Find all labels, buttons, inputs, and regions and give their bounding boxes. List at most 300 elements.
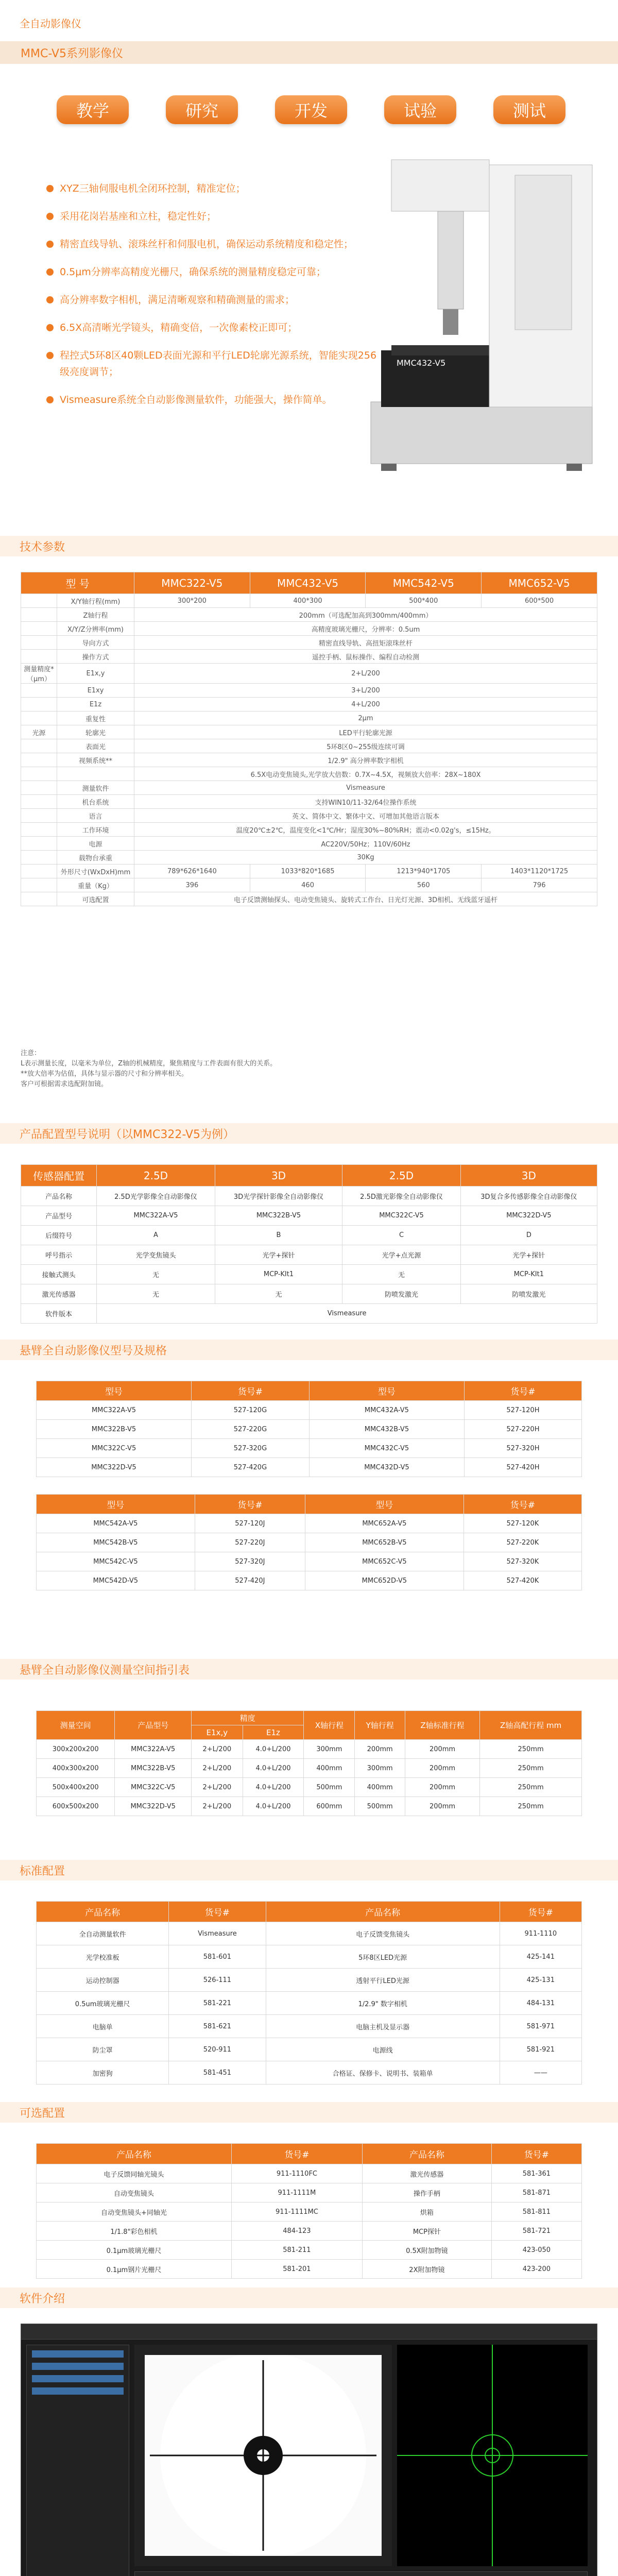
config-value-cell: 无 (215, 1284, 342, 1304)
feature-item (46, 236, 381, 252)
table-cell: MMC542C-V5 (37, 1552, 195, 1571)
table-cell: MMC322C-V5 (37, 1439, 192, 1458)
spec-label-cell: 电源 (57, 837, 134, 851)
space-row (37, 1797, 582, 1816)
config-label-cell: 产品名称 (21, 1187, 97, 1206)
spec-group-cell (21, 823, 57, 837)
spec-value-cell: LED平行轮廓光源 (134, 725, 597, 739)
bullet-icon (46, 185, 54, 192)
spec-label-cell: X/Y轴行程(mm) (57, 594, 134, 608)
table-cell: 600x500x200 (37, 1797, 115, 1816)
feature-text: 高分辨率数字相机，满足清晰观察和精确测量的需求； (60, 294, 295, 306)
table-cell: MMC322C-V5 (115, 1778, 192, 1797)
spec-group-cell (21, 865, 57, 878)
spec-row (21, 594, 597, 608)
bullet-icon (46, 268, 54, 276)
feature-text: Vismeasure系统全自动影像测量软件，功能强大，操作简单。 (60, 394, 332, 405)
table-cell: 527-220K (464, 1533, 581, 1552)
table-cell: 527-220H (464, 1420, 581, 1439)
spec-value-cell: 200mm（可选配加高到300mm/400mm） (134, 608, 597, 622)
pill-teaching: 教学 (57, 95, 129, 124)
table-cell: MCP探针 (363, 2222, 492, 2241)
table-cell: MMC322A-V5 (115, 1740, 192, 1759)
table-cell: MMC432C-V5 (309, 1439, 464, 1458)
table-cell: 527-320J (195, 1552, 305, 1571)
table-cell: 300x200x200 (37, 1740, 115, 1759)
optional-header-cell: 产品名称 (363, 2144, 492, 2164)
spec-group-cell: 光源 (21, 725, 57, 739)
table-cell: 581-451 (169, 2061, 266, 2084)
spec-value-cell: 精密直线导轨、高扭矩滚珠丝杆 (134, 636, 597, 650)
space-row (37, 1759, 582, 1778)
table-cell: 600mm (304, 1797, 355, 1816)
spec-value-cell: 1/2.9" 高分辨率数字相机 (134, 753, 597, 767)
table-cell: 581-211 (231, 2241, 362, 2260)
spec-row (21, 865, 597, 878)
optional-row (37, 2241, 582, 2260)
spec-header-col: MMC432-V5 (250, 572, 366, 594)
spec-row (21, 851, 597, 865)
spec-label-cell (57, 767, 134, 781)
config-label-cell: 产品型号 (21, 1206, 97, 1226)
table-cell: 250mm (480, 1797, 582, 1816)
model-row (37, 1458, 582, 1477)
spec-value-cell: 460 (250, 878, 366, 892)
spec-header-col: MMC542-V5 (366, 572, 482, 594)
table-cell: 2+L/200 (192, 1759, 243, 1778)
spec-label-cell: 视频系统** (57, 753, 134, 767)
table-cell: 526-111 (169, 1969, 266, 1992)
table-cell: 911-1111M (231, 2183, 362, 2202)
table-cell: 581-201 (231, 2260, 362, 2279)
standard-row (37, 1945, 582, 1969)
software-graphic-view (397, 2345, 588, 2566)
spec-table (21, 572, 597, 906)
table-cell: 1/2.9" 数字相机 (266, 1992, 500, 2015)
table-cell: MMC652A-V5 (305, 1514, 464, 1533)
model-row (37, 1571, 582, 1590)
config-row (21, 1245, 597, 1265)
optional-header-cell: 产品名称 (37, 2144, 232, 2164)
software-image-view (134, 2345, 392, 2566)
spec-label-cell: 表面光 (57, 739, 134, 753)
spec-value-cell: AC220V/50Hz；110V/60Hz (134, 837, 597, 851)
config-value-cell: C (342, 1226, 460, 1245)
machine-illustration (360, 155, 603, 474)
table-cell: 527-420J (195, 1571, 305, 1590)
model-row (37, 1533, 582, 1552)
model-row (37, 1420, 582, 1439)
spec-group-cell (21, 795, 57, 809)
config-row (21, 1265, 597, 1284)
spec-value-cell: 2μm (134, 711, 597, 725)
spec-label-cell: E1z (57, 698, 134, 711)
table-cell: 0.5X附加物镜 (363, 2241, 492, 2260)
model-body (37, 1514, 582, 1590)
spec-label-cell: 导向方式 (57, 636, 134, 650)
feature-text: 6.5X高清晰光学镜头，精确变倍，一次像素校正即可； (60, 322, 298, 333)
feature-item (46, 392, 381, 408)
spec-label-cell: Z轴行程 (57, 608, 134, 622)
config-value-cell: MCP-KIt1 (460, 1265, 597, 1284)
table-cell: 527-320G (191, 1439, 309, 1458)
space-row (37, 1740, 582, 1759)
model-header-cell: 货号# (464, 1381, 581, 1401)
spec-group-cell: 测量精度*（μm） (21, 664, 57, 684)
config-value-cell: 3D光学探针影像全自动影像仪 (215, 1187, 342, 1206)
pill-row (57, 95, 565, 124)
table-cell: 4.0+L/200 (243, 1759, 304, 1778)
spec-value-cell: 支持WIN10/11-32/64位操作系统 (134, 795, 597, 809)
space-header-cell: 产品型号 (115, 1711, 192, 1740)
table-cell: MMC652D-V5 (305, 1571, 464, 1590)
table-cell: 2+L/200 (192, 1797, 243, 1816)
table-cell: 527-220G (191, 1420, 309, 1439)
config-section-title: 产品配置型号说明（以MMC322-V5为例） (0, 1123, 618, 1144)
table-cell: MMC652B-V5 (305, 1533, 464, 1552)
spec-label-cell: X/Y/Z分辨率(mm) (57, 622, 134, 636)
table-cell: 484-123 (231, 2222, 362, 2241)
spec-row (21, 878, 597, 892)
feature-item (46, 208, 381, 225)
config-value-cell: 2.5D激光影像全自动影像仪 (342, 1187, 460, 1206)
spec-group-cell (21, 650, 57, 664)
table-cell: 300mm (355, 1759, 405, 1778)
table-cell: 581-621 (169, 2015, 266, 2038)
spec-group-cell (21, 684, 57, 698)
feature-item (46, 347, 381, 380)
config-body (21, 1187, 597, 1324)
spec-value-cell: 30Kg (134, 851, 597, 865)
spec-group-cell (21, 781, 57, 795)
table-cell: —— (500, 2061, 581, 2084)
space-header-cell: 精度 (192, 1711, 304, 1725)
spec-section-title: 技术参数 (0, 536, 618, 556)
software-left-panel (26, 2345, 129, 2576)
config-value-cell: 光学+探针 (215, 1245, 342, 1265)
spec-value-cell: 温度20℃±2℃，温度变化<1℃/Hr；湿度30%~80%RH；震动<0.02g's，≤15Hz。 (134, 823, 597, 837)
spec-group-cell (21, 608, 57, 622)
table-cell: 200mm (405, 1778, 479, 1797)
spec-row (21, 650, 597, 664)
models-section-title: 悬臂全自动影像仪型号及规格 (0, 1340, 618, 1360)
table-cell: 484-131 (500, 1992, 581, 2015)
config-value-cell: 防喷发激光 (342, 1284, 460, 1304)
optional-row (37, 2222, 582, 2241)
table-cell: 527-120G (191, 1401, 309, 1420)
table-cell: 500x400x200 (37, 1778, 115, 1797)
table-cell: MMC542D-V5 (37, 1571, 195, 1590)
feature-text: XYZ三轴伺服电机全闭环控制，精准定位； (60, 183, 246, 194)
space-header-cell: Y轴行程 (355, 1711, 405, 1740)
table-cell: 光学校准板 (37, 1945, 169, 1969)
spec-label-cell: 操作方式 (57, 650, 134, 664)
config-header-cell: 3D (460, 1165, 597, 1187)
model-row (37, 1401, 582, 1420)
table-cell: 1/1.8"彩色相机 (37, 2222, 232, 2241)
pill-research: 研究 (166, 95, 238, 124)
standard-row (37, 1922, 582, 1945)
table-cell: MMC322A-V5 (37, 1401, 192, 1420)
spec-label-cell: 工作环境 (57, 823, 134, 837)
spec-value-cell: 600*500 (482, 594, 597, 608)
spec-value-cell: 796 (482, 878, 597, 892)
spec-value-cell: 遥控手柄、鼠标操作、编程自动检测 (134, 650, 597, 664)
note-line: **放大倍率为估值，具体与显示器的尺寸和分辨率相关。 (21, 1070, 188, 1078)
table-cell: 250mm (480, 1740, 582, 1759)
spec-group-cell (21, 767, 57, 781)
spec-group-cell (21, 739, 57, 753)
table-cell: 加密狗 (37, 2061, 169, 2084)
config-row (21, 1206, 597, 1226)
table-cell: 300mm (304, 1740, 355, 1759)
spec-value-cell: 高精度玻璃光栅尺，分辨率：0.5um (134, 622, 597, 636)
table-cell: 0.1μm钢片光栅尺 (37, 2260, 232, 2279)
spec-value-cell: 560 (366, 878, 482, 892)
standard-header-cell: 产品名称 (266, 1902, 500, 1922)
spec-value-cell: 396 (134, 878, 250, 892)
table-cell: Vismeasure (169, 1922, 266, 1945)
space-table (36, 1710, 582, 1816)
model-table-1 (36, 1381, 582, 1477)
model-table-2 (36, 1494, 582, 1590)
table-cell: 527-120K (464, 1514, 581, 1533)
table-cell: 581-601 (169, 1945, 266, 1969)
spec-group-cell (21, 892, 57, 906)
spec-label-cell: 重复性 (57, 711, 134, 725)
config-value-cell: MMC322C-V5 (342, 1206, 460, 1226)
spec-group-cell (21, 753, 57, 767)
table-cell: 电子反馈变焦镜头 (266, 1922, 500, 1945)
model-header-cell: 货号# (195, 1495, 305, 1514)
spec-value-cell: 5环8区0~255级连续可调 (134, 739, 597, 753)
table-cell: 581-811 (491, 2202, 581, 2222)
standard-row (37, 1969, 582, 1992)
table-cell: 400mm (304, 1759, 355, 1778)
table-cell: 425-131 (500, 1969, 581, 1992)
spec-group-cell (21, 622, 57, 636)
table-cell: 2+L/200 (192, 1740, 243, 1759)
table-cell: 911-1110 (500, 1922, 581, 1945)
spec-row (21, 739, 597, 753)
spec-row (21, 795, 597, 809)
config-value-cell: MMC322D-V5 (460, 1206, 597, 1226)
config-row (21, 1304, 597, 1324)
spec-group-cell (21, 636, 57, 650)
spec-row (21, 711, 597, 725)
model-header-cell: 货号# (191, 1381, 309, 1401)
config-header-cell: 2.5D (97, 1165, 215, 1187)
config-row (21, 1187, 597, 1206)
table-cell: 4.0+L/200 (243, 1797, 304, 1816)
software-list-item (32, 2387, 124, 2395)
series-title: MMC-V5系列影像仪 (21, 47, 124, 60)
standard-table (36, 1901, 582, 2084)
table-cell: 运动控制器 (37, 1969, 169, 1992)
spec-header-model: 型 号 (21, 572, 134, 594)
software-graphic-graphic (397, 2345, 588, 2566)
config-value-cell: MMC322B-V5 (215, 1206, 342, 1226)
feature-item (46, 292, 381, 308)
spec-group-cell (21, 711, 57, 725)
page-title: 全自动影像仪 (20, 18, 81, 30)
software-section-title: 软件介绍 (0, 2287, 618, 2308)
table-cell: 激光传感器 (363, 2164, 492, 2183)
spec-label-cell: E1x,y (57, 664, 134, 684)
spec-row (21, 636, 597, 650)
table-cell: 527-120H (464, 1401, 581, 1420)
table-cell: 4.0+L/200 (243, 1740, 304, 1759)
spec-row (21, 837, 597, 851)
table-cell: 425-141 (500, 1945, 581, 1969)
table-cell: 烘箱 (363, 2202, 492, 2222)
table-cell: 2X附加物镜 (363, 2260, 492, 2279)
model-header-cell: 型号 (305, 1495, 464, 1514)
table-cell: 527-220J (195, 1533, 305, 1552)
spec-label-cell: 载物台承重 (57, 851, 134, 865)
config-header-cell: 3D (215, 1165, 342, 1187)
machine-label: MMC432-V5 (397, 358, 446, 368)
spec-label-cell: 可选配置 (57, 892, 134, 906)
spec-row (21, 622, 597, 636)
config-value-cell: 光学+点光源 (342, 1245, 460, 1265)
table-cell: 581-721 (491, 2222, 581, 2241)
note-line: L表示测量长度，以毫米为单位，Z轴的机械精度，聚焦精度与工件表面有很大的关系。 (21, 1060, 277, 1067)
spec-header-col: MMC322-V5 (134, 572, 250, 594)
model-header-cell: 型号 (37, 1495, 195, 1514)
table-cell: 全自动测量软件 (37, 1922, 169, 1945)
table-cell: 0.1μm玻璃光栅尺 (37, 2241, 232, 2260)
pill-development: 开发 (275, 95, 347, 124)
feature-text: 0.5μm分辨率高精度光栅尺，确保系统的测量精度稳定可靠； (60, 266, 326, 278)
spec-label-cell: 测量软件 (57, 781, 134, 795)
table-cell: 911-1111MC (231, 2202, 362, 2222)
spec-row (21, 823, 597, 837)
feature-item (46, 264, 381, 280)
config-row (21, 1284, 597, 1304)
table-cell: 4.0+L/200 (243, 1778, 304, 1797)
table-cell: 527-420G (191, 1458, 309, 1477)
config-label-cell: 激光传感器 (21, 1284, 97, 1304)
table-cell: 500mm (355, 1797, 405, 1816)
table-cell: MMC432D-V5 (309, 1458, 464, 1477)
config-value-cell: A (97, 1226, 215, 1245)
config-label-cell: 后缀符号 (21, 1226, 97, 1245)
standard-header-cell: 货号# (169, 1902, 266, 1922)
table-cell: MMC322B-V5 (115, 1759, 192, 1778)
table-cell: MMC432A-V5 (309, 1401, 464, 1420)
optional-body (37, 2164, 582, 2279)
space-body (37, 1740, 582, 1816)
pill-experiment: 试验 (384, 95, 456, 124)
table-cell: 581-921 (500, 2038, 581, 2061)
spec-label-cell: 轮廓光 (57, 725, 134, 739)
feature-text: 程控式5环8区40颗LED表面光源和平行LED轮廓光源系统，智能实现256级亮度调节； (60, 350, 377, 378)
table-cell: 250mm (480, 1759, 582, 1778)
table-cell: 透射平行LED光源 (266, 1969, 500, 1992)
table-cell: 自动变焦镜头 (37, 2183, 232, 2202)
spec-row (21, 767, 597, 781)
table-cell: 2+L/200 (192, 1778, 243, 1797)
standard-header-cell: 产品名称 (37, 1902, 169, 1922)
bullet-icon (46, 352, 54, 359)
model-body (37, 1401, 582, 1477)
config-value-cell: B (215, 1226, 342, 1245)
spec-value-cell: Vismeasure (134, 781, 597, 795)
space-section-title: 悬臂全自动影像仪测量空间指引表 (0, 1659, 618, 1680)
bullet-icon (46, 296, 54, 303)
table-cell: 581-361 (491, 2164, 581, 2183)
table-cell: 520-911 (169, 2038, 266, 2061)
table-cell: 合格证、保修卡、说明书、装箱单 (266, 2061, 500, 2084)
spec-row (21, 781, 597, 795)
spec-row (21, 664, 597, 684)
software-list-item (32, 2350, 124, 2358)
table-cell: 527-320H (464, 1439, 581, 1458)
config-value-cell: 光学+探针 (460, 1245, 597, 1265)
config-value-cell: 3D复合多传感影像全自动影像仪 (460, 1187, 597, 1206)
config-header-cell: 2.5D (342, 1165, 460, 1187)
feature-text: 采用花岗岩基座和立柱，稳定性好； (60, 211, 217, 222)
config-value-cell: MCP-KIt1 (215, 1265, 342, 1284)
software-menu-bar (21, 2324, 597, 2340)
spec-row (21, 725, 597, 739)
table-cell: 200mm (405, 1759, 479, 1778)
model-row (37, 1552, 582, 1571)
config-table (21, 1164, 597, 1324)
space-header-cell: 测量空间 (37, 1711, 115, 1740)
table-cell: 581-971 (500, 2015, 581, 2038)
spec-row (21, 608, 597, 622)
config-value-cell: D (460, 1226, 597, 1245)
spec-value-cell: 4+L/200 (134, 698, 597, 711)
table-cell: 防尘罩 (37, 2038, 169, 2061)
table-cell: 400x300x200 (37, 1759, 115, 1778)
table-cell: 527-320K (464, 1552, 581, 1571)
table-cell: MMC432B-V5 (309, 1420, 464, 1439)
spec-row (21, 892, 597, 906)
standard-body (37, 1922, 582, 2084)
optional-row (37, 2183, 582, 2202)
space-header-cell: Z轴高配行程 mm (480, 1711, 582, 1740)
spec-value-cell: 电子反馈测轴探头、电动变焦镜头、旋转式工作台、日光灯光源、3D相机、无线蓝牙遥杆 (134, 892, 597, 906)
table-cell: MMC542A-V5 (37, 1514, 195, 1533)
spec-value-cell: 3+L/200 (134, 684, 597, 698)
spec-notes (21, 1048, 277, 1090)
space-header-cell: X轴行程 (304, 1711, 355, 1740)
software-list-item (32, 2375, 124, 2382)
config-header-cell: 传感器配置 (21, 1165, 97, 1187)
spec-value-cell: 6.5X电动变焦镜头,光学放大倍数：0.7X~4.5X，视频放大倍率：28X~180X (134, 767, 597, 781)
table-cell: 电源线 (266, 2038, 500, 2061)
spec-value-cell: 英文、简体中文、繁体中文、可增加其他语言版本 (134, 809, 597, 823)
standard-section-title: 标准配置 (0, 1860, 618, 1880)
table-cell: 581-871 (491, 2183, 581, 2202)
table-cell: MMC322D-V5 (37, 1458, 192, 1477)
table-cell: 527-120J (195, 1514, 305, 1533)
optional-row (37, 2260, 582, 2279)
feature-list (46, 180, 381, 419)
spec-header-col: MMC652-V5 (482, 572, 597, 594)
space-row (37, 1778, 582, 1797)
table-cell: MMC322D-V5 (115, 1797, 192, 1816)
spec-group-cell (21, 878, 57, 892)
config-value-cell: Vismeasure (97, 1304, 597, 1324)
table-cell: 5环8区LED光源 (266, 1945, 500, 1969)
spec-row (21, 684, 597, 698)
spec-label-cell: 重量（Kg） (57, 878, 134, 892)
model-header-cell: 型号 (37, 1381, 192, 1401)
